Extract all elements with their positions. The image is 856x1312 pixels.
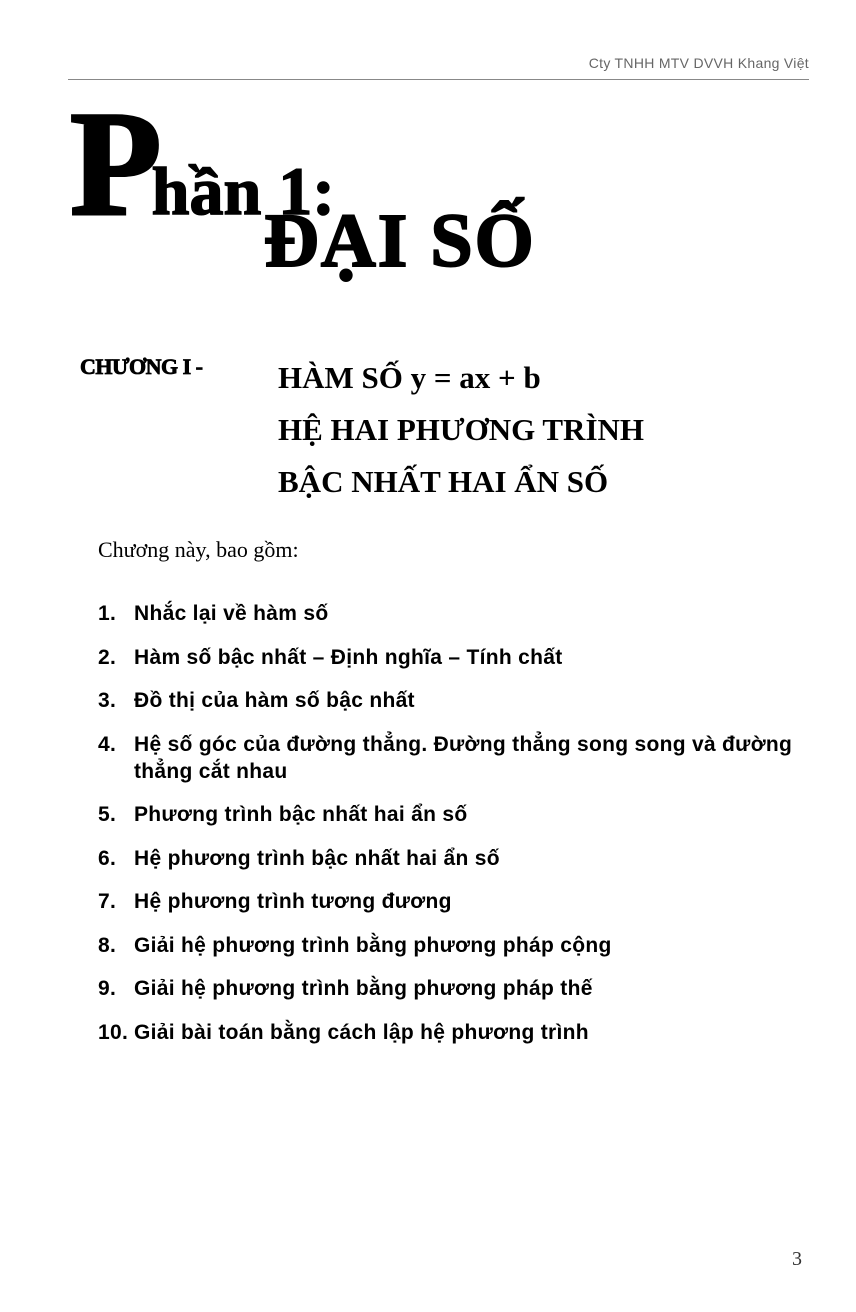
list-item [98,801,813,828]
item-number: 1. [98,602,117,625]
item-text: Giải hệ phương trình bằng phương pháp cộng [134,933,612,957]
item-number: 6. [98,846,117,870]
list-item [98,1019,813,1046]
item-text: Đồ thị của hàm số bậc nhất [134,689,415,712]
chapter-title-line: HÀM SỐ y = ax + b [278,360,541,395]
list-item [98,975,813,1002]
item-number: 10. [98,1020,129,1044]
page-number: 3 [792,1248,802,1270]
part-title: ĐẠI SỐ [264,199,536,283]
list-item [98,731,813,785]
part-heading-rest: hần 1: [151,153,335,229]
item-number: 7. [98,890,117,913]
item-text: Phương trình bậc nhất hai ẩn số [134,803,468,826]
item-number: 3. [98,689,117,712]
item-number: 2. [98,645,117,669]
item-number: 5. [98,803,117,826]
item-text: Hệ số góc của đường thẳng. Đường thẳng song song và đường thẳng cắt nhau [134,732,793,783]
list-item [98,932,813,959]
item-text: Nhắc lại về hàm số [134,602,329,625]
item-number: 4. [98,732,117,756]
chapter-intro: Chương này, bao gồm: [98,537,299,562]
chapter-title [278,352,644,508]
chapter-title-line: BẬC NHẤT HAI ẨN SỐ [278,464,609,499]
list-item [98,644,813,671]
part-initial-letter: P [70,81,152,247]
item-text: Giải bài toán bằng cách lập hệ phương trình [134,1020,589,1044]
item-text: Hệ phương trình bậc nhất hai ẩn số [134,846,500,870]
list-item [98,845,813,872]
list-item [98,687,813,714]
chapter-title-line: HỆ HAI PHƯƠNG TRÌNH [278,412,645,447]
page-header-publisher: Cty TNHH MTV DVVH Khang Việt [588,55,809,71]
chapter-contents-list [98,600,813,1062]
list-item [98,600,813,627]
item-text: Hệ phương trình tương đương [134,890,452,913]
chapter-label: CHƯƠNG I - [80,354,203,379]
item-text: Hàm số bậc nhất – Định nghĩa – Tính chất [134,645,563,669]
item-text: Giải hệ phương trình bằng phương pháp thế [134,977,593,1000]
list-item [98,888,813,915]
item-number: 8. [98,933,117,957]
item-number: 9. [98,977,117,1000]
